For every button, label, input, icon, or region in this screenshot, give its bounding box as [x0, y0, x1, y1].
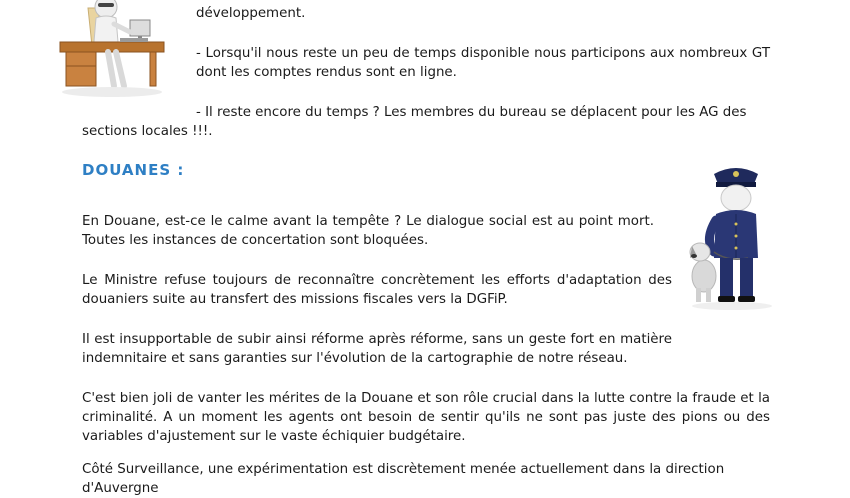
intro-line-top: développement. [196, 6, 306, 21]
figure-at-desk-illustration [58, 0, 170, 100]
douanes-paragraph-2: Le Ministre refuse toujours de reconnaître concrètement les efforts d'adaptation des douaniers suite au transfert des missions fiscales vers la DGFiP. [82, 273, 672, 307]
intro-paragraph-ag-line2: sections locales !!!. [82, 124, 213, 139]
customs-officer-with-dog-illustration [688, 162, 774, 312]
douanes-paragraph-3: Il est insupportable de subir ainsi réforme après réforme, sans un geste fort en matière indemnitaire et sans garanties sur l'évolution de la cartographie de notre réseau. [82, 332, 672, 366]
section-heading-douanes: DOUANES : [82, 161, 185, 179]
intro-paragraph-gt: - Lorsqu'il nous reste un peu de temps disponible nous participons aux nombreux GT dont les comptes rendus sont en ligne. [196, 46, 770, 80]
douanes-paragraph-5: Côté Surveillance, une expérimentation est discrètement menée actuellement dans la direction d'Auvergne [82, 462, 725, 496]
douanes-paragraph-4: C'est bien joli de vanter les mérites de la Douane et son rôle crucial dans la lutte contre la fraude et la criminalité. A un moment les agents ont besoin de sentir qu'ils ne sont pas juste des pions ou des variables d'ajustement sur le vaste échiquier budgétaire. [82, 391, 770, 444]
intro-paragraph-ag-line1: - Il reste encore du temps ? Les membres du bureau se déplacent pour les AG des [196, 105, 747, 120]
douanes-paragraph-1: En Douane, est-ce le calme avant la tempête ? Le dialogue social est au point mort. Toutes les instances de concertation sont bloquées. [82, 214, 654, 248]
